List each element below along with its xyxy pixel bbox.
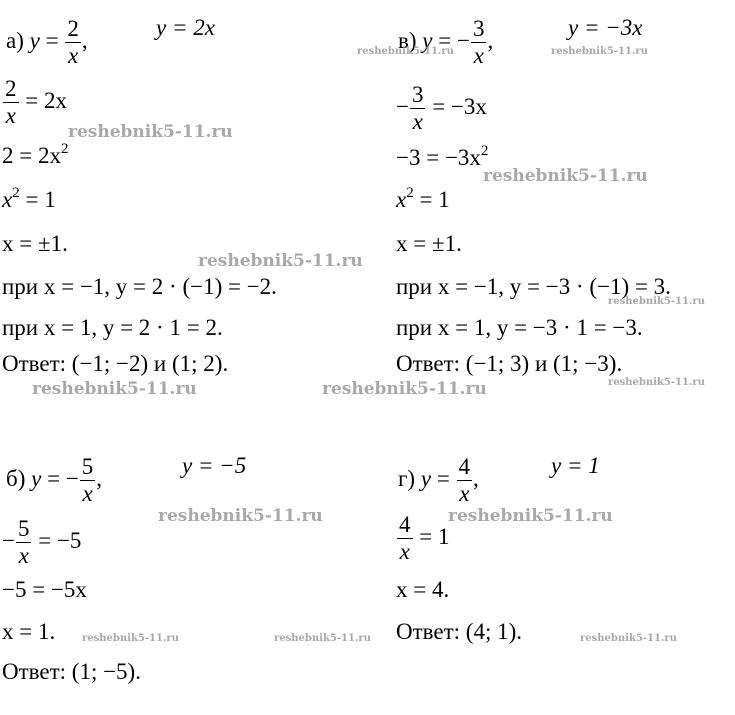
v-step-2: $-3 = -3x^2$	[396, 143, 489, 170]
g-answer: Ответ: (4; 1).	[396, 619, 522, 644]
v-case-1: при x = −1, y = −3 · (−1) = 3.	[396, 274, 671, 299]
g-equation-2: y = 1	[551, 453, 600, 478]
watermark: reshebnik5-11.ru	[198, 251, 363, 271]
v-case-2: при x = 1, y = −3 · 1 = −3.	[396, 315, 643, 340]
a-answer: Ответ: (−1; −2) и (1; 2).	[2, 351, 229, 376]
a-equation-2: y = 2x	[156, 15, 215, 40]
v-problem: в) y = − $\frac{3}{x}$ ,	[398, 16, 494, 69]
g-step-2: x = 4.	[396, 577, 450, 602]
a-case-1: при x = −1, y = 2 · (−1) = −2.	[2, 274, 277, 299]
watermark: reshebnik5-11.ru	[483, 166, 648, 186]
b-step-2: −5 = −5x	[2, 577, 87, 602]
v-fraction: $\frac{3}{x}$	[472, 16, 485, 69]
v-step-4: x = ±1.	[396, 231, 462, 256]
b-step-3: x = 1.	[2, 619, 56, 644]
watermark: reshebnik5-11.ru	[158, 506, 323, 526]
g-problem: г) y = $\frac{4}{x}$ ,	[398, 454, 479, 507]
a-step-2: $2 = 2x^2$	[2, 141, 69, 168]
watermark: reshebnik5-11.ru	[357, 46, 454, 57]
a-label: а)	[6, 28, 24, 54]
b-answer: Ответ: (1; −5).	[2, 659, 141, 684]
watermark: reshebnik5-11.ru	[580, 633, 677, 644]
watermark: reshebnik5-11.ru	[551, 46, 648, 57]
a-step-4: x = ±1.	[2, 231, 68, 256]
watermark: reshebnik5-11.ru	[68, 122, 233, 142]
watermark: reshebnik5-11.ru	[32, 379, 197, 399]
a-fraction: $\frac{2}{x}$	[67, 16, 79, 69]
watermark: reshebnik5-11.ru	[82, 633, 179, 644]
b-equation-2: y = −5	[182, 453, 247, 478]
a-problem: а) y = $\frac{2}{x}$ ,	[6, 16, 88, 69]
watermark: reshebnik5-11.ru	[608, 377, 705, 388]
v-label: в)	[398, 28, 417, 54]
g-label: г)	[398, 466, 416, 492]
v-step-1: − $\frac{3}{x}$ = −3x	[396, 82, 487, 135]
watermark: reshebnik5-11.ru	[448, 506, 613, 526]
v-equation-2: y = −3x	[568, 15, 643, 40]
b-step-1: − $\frac{5}{x}$ = −5	[2, 516, 82, 569]
b-fraction: $\frac{5}{x}$	[81, 454, 94, 507]
b-problem: б) y = − $\frac{5}{x}$ ,	[6, 454, 103, 507]
g-step-1: $\frac{4}{x}$ = 1	[399, 512, 450, 565]
b-label: б)	[6, 466, 26, 492]
watermark: reshebnik5-11.ru	[322, 379, 487, 399]
a-case-2: при x = 1, y = 2 · 1 = 2.	[2, 315, 223, 340]
a-step-3: $x^2 = 1$	[2, 185, 56, 212]
g-fraction: $\frac{4}{x}$	[458, 454, 471, 507]
v-answer: Ответ: (−1; 3) и (1; −3).	[396, 351, 623, 376]
v-step-3: $x^2 = 1$	[396, 185, 450, 212]
a-step-1: $\frac{2}{x}$ = 2x	[5, 76, 67, 129]
watermark: reshebnik5-11.ru	[608, 296, 705, 307]
watermark: reshebnik5-11.ru	[274, 633, 371, 644]
